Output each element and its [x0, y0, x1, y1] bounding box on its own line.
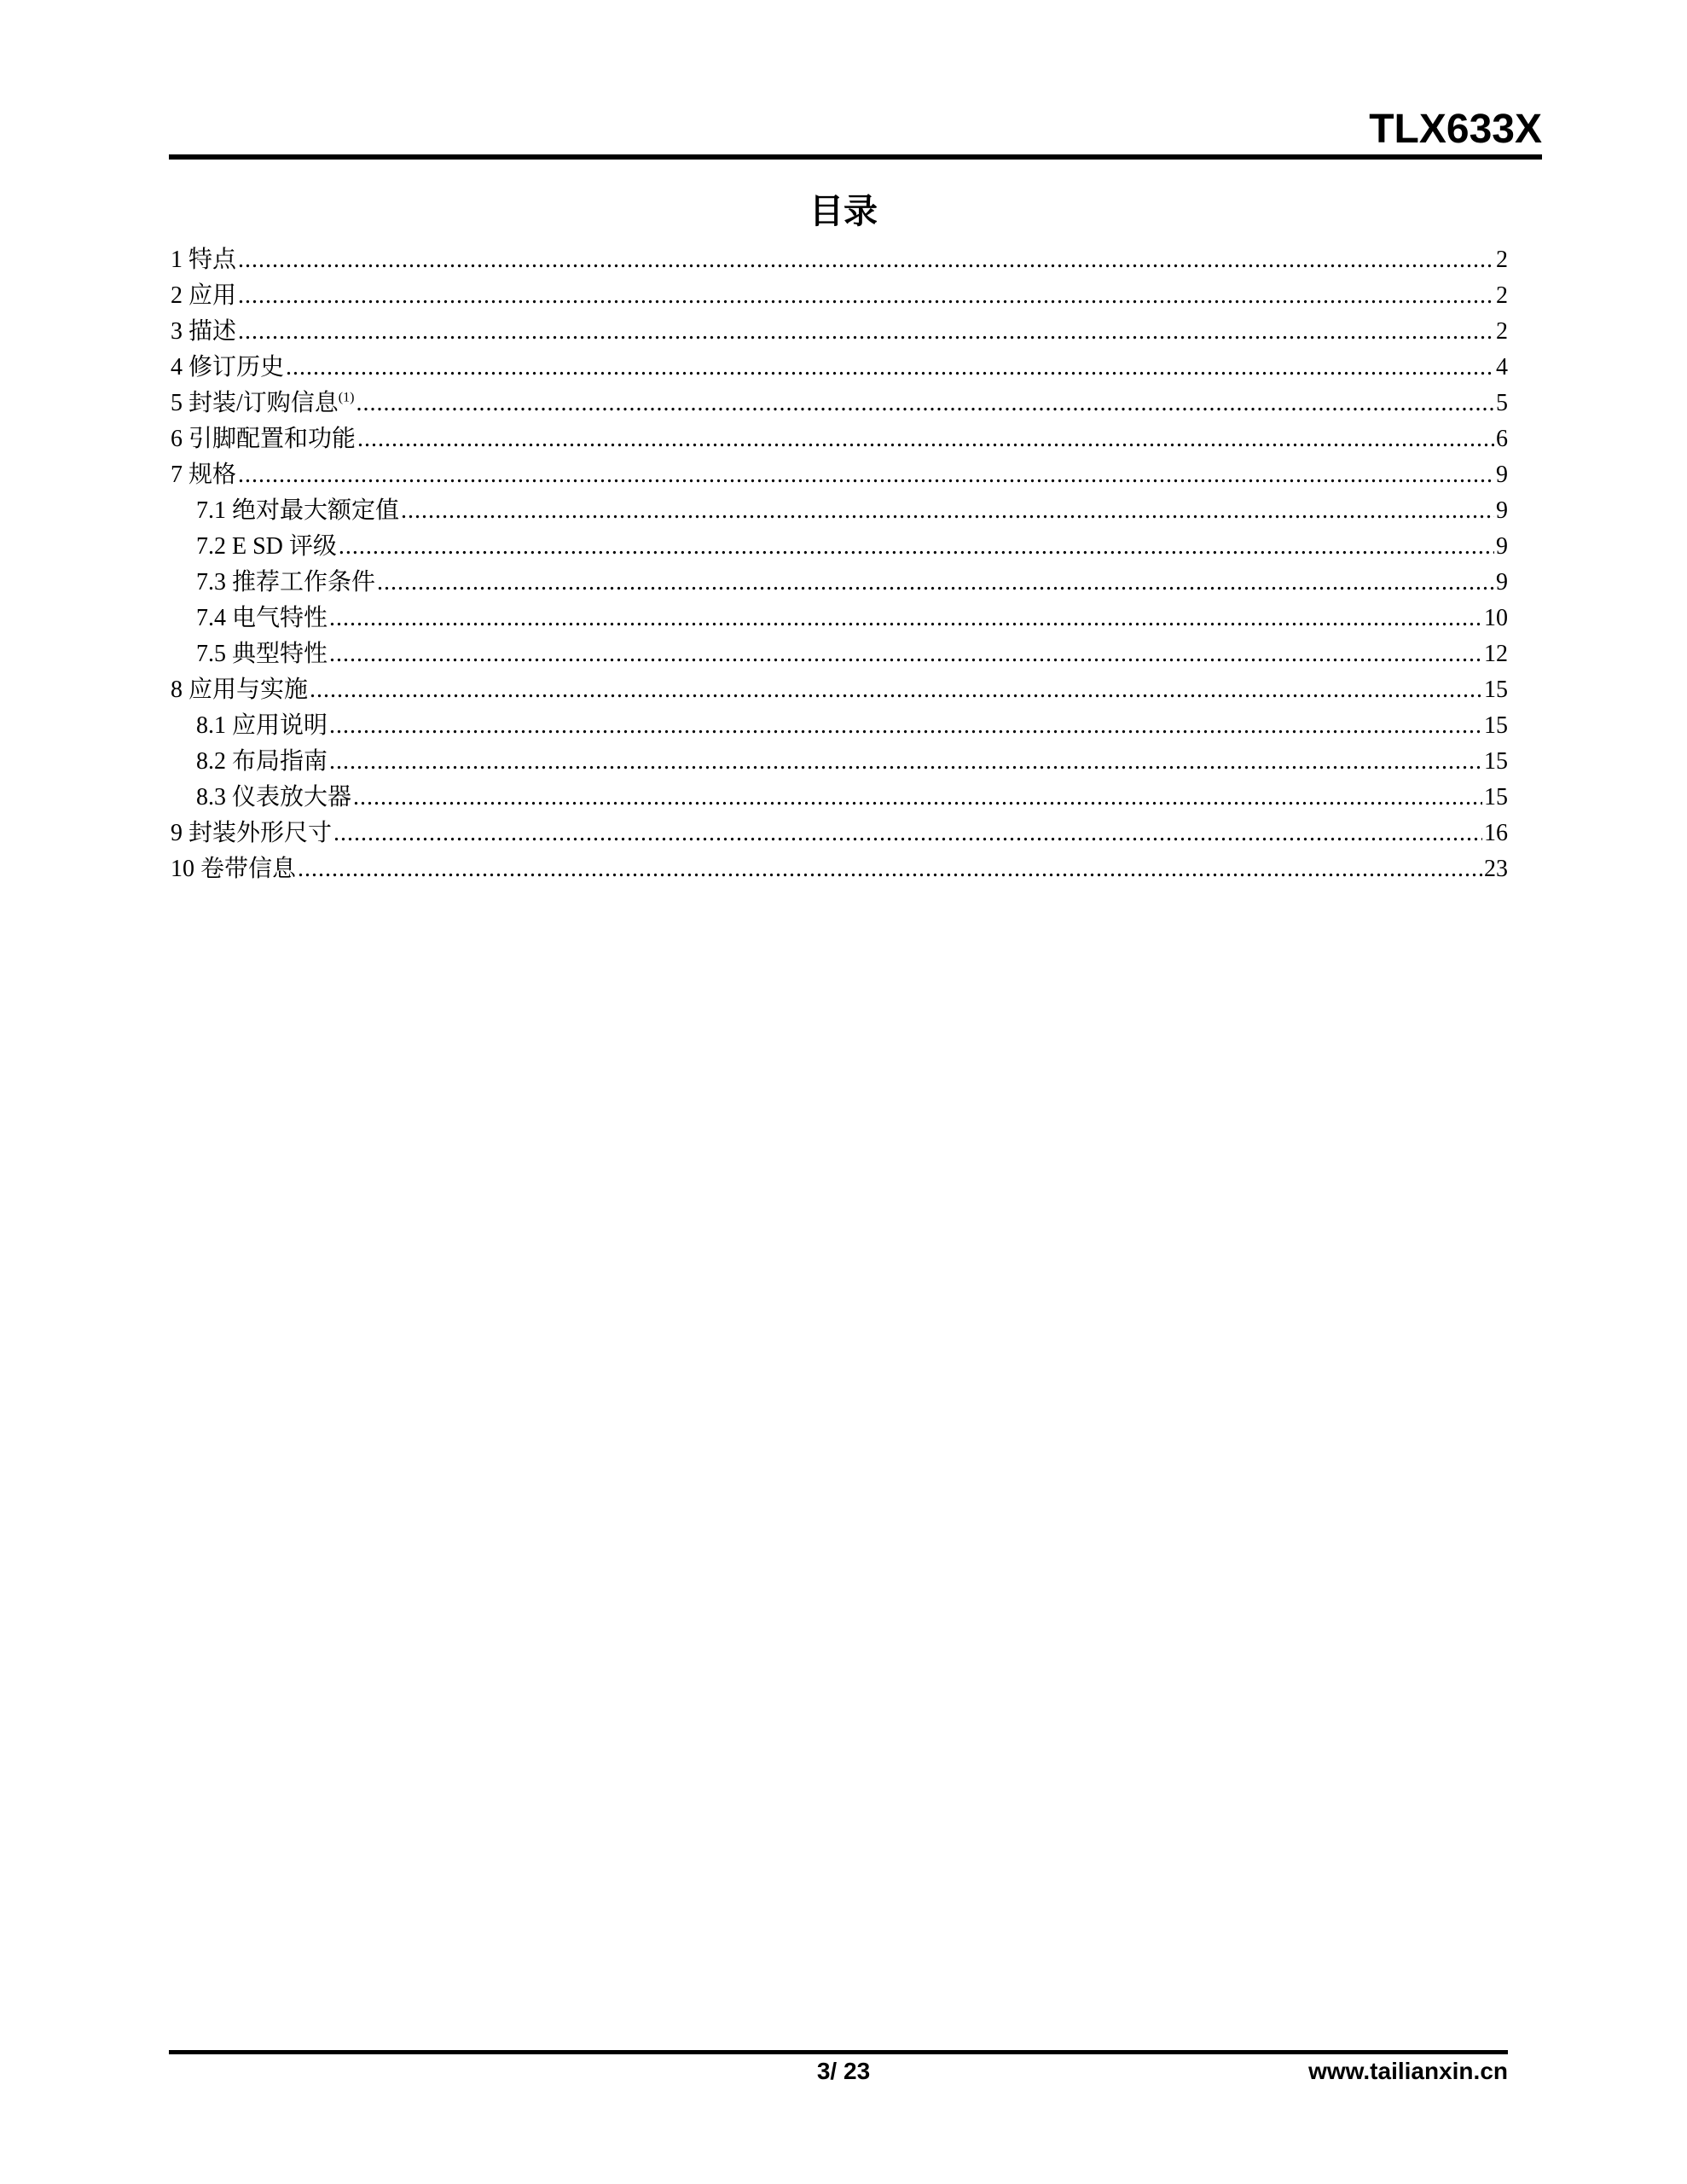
toc-entry-features[interactable]: [171, 242, 1508, 278]
toc-entry-application-notes[interactable]: [171, 708, 1508, 744]
toc-entry-esd-ratings[interactable]: [171, 529, 1508, 565]
header-divider: [169, 154, 1542, 160]
toc-dot-leader: [357, 421, 1494, 457]
toc-dot-leader: [238, 457, 1494, 493]
toc-dot-leader: [356, 386, 1494, 421]
toc-entry-page: 9: [1496, 569, 1508, 595]
toc-entry-page: 2: [1496, 247, 1508, 273]
toc-entry-label: 8.1 应用说明: [196, 712, 328, 739]
toc-dot-leader: [238, 278, 1494, 314]
toc-entry-page: 15: [1484, 748, 1508, 775]
toc-entry-label: 3 描述: [171, 318, 237, 345]
toc-entry-layout-guidelines[interactable]: [171, 744, 1508, 780]
toc-entry-page: 12: [1484, 641, 1508, 667]
toc-dot-leader: [329, 601, 1482, 636]
toc-entry-label: 1 特点: [171, 247, 237, 273]
toc-entry-instrumentation-amplifier[interactable]: [171, 780, 1508, 816]
toc-entry-typical-characteristics[interactable]: [171, 636, 1508, 672]
toc-entry-label-text: 5 封装/订购信息: [171, 390, 339, 416]
toc-dot-leader: [329, 636, 1482, 672]
toc-entry-label: 8 应用与实施: [171, 677, 309, 703]
toc-dot-leader: [333, 816, 1482, 851]
toc-dot-leader: [286, 350, 1494, 386]
document-header-title: TLX633X: [1369, 107, 1542, 152]
toc-entry-abs-max-ratings[interactable]: [171, 493, 1508, 529]
toc-entry-pin-config[interactable]: [171, 421, 1508, 457]
toc-entry-label: 7.5 典型特性: [196, 641, 328, 667]
toc-entry-page: 15: [1484, 784, 1508, 810]
toc-entry-page: 5: [1496, 390, 1508, 416]
toc-entry-description[interactable]: [171, 314, 1508, 350]
toc-entry-page: 9: [1496, 462, 1508, 488]
toc-dot-leader: [310, 672, 1482, 708]
toc-entry-package-ordering[interactable]: [171, 386, 1508, 421]
toc-entry-specifications[interactable]: [171, 457, 1508, 493]
toc-entry-revision-history[interactable]: [171, 350, 1508, 386]
toc-entry-page: 2: [1496, 282, 1508, 309]
table-of-contents: [171, 242, 1508, 887]
footnote-marker: (1): [338, 390, 355, 405]
toc-entry-label: 2 应用: [171, 282, 237, 309]
toc-entry-label: 7.2 E SD 评级: [196, 533, 337, 560]
toc-entry-electrical-characteristics[interactable]: [171, 601, 1508, 636]
toc-dot-leader: [298, 851, 1482, 887]
toc-entry-application-implementation[interactable]: [171, 672, 1508, 708]
toc-entry-page: 23: [1484, 856, 1508, 882]
toc-entry-page: 6: [1496, 426, 1508, 452]
footer-page-number: 3/ 23: [816, 2058, 871, 2084]
toc-title: 目录: [809, 192, 878, 231]
toc-entry-recommended-conditions[interactable]: [171, 565, 1508, 601]
toc-entry-applications[interactable]: [171, 278, 1508, 314]
toc-dot-leader: [353, 780, 1482, 816]
toc-entry-label: 8.3 仪表放大器: [196, 784, 352, 810]
toc-entry-page: 2: [1496, 318, 1508, 345]
toc-entry-label: 7 规格: [171, 462, 237, 488]
toc-dot-leader: [238, 314, 1494, 350]
toc-entry-page: 9: [1496, 497, 1508, 524]
toc-entry-tape-reel[interactable]: [171, 851, 1508, 887]
toc-entry-page: 15: [1484, 712, 1508, 739]
toc-entry-page: 16: [1484, 820, 1508, 846]
toc-entry-label: 7.3 推荐工作条件: [196, 569, 376, 595]
toc-entry-label: 7.1 绝对最大额定值: [196, 497, 400, 524]
toc-dot-leader: [401, 493, 1494, 529]
toc-dot-leader: [377, 565, 1494, 601]
toc-entry-label: 10 卷带信息: [171, 856, 297, 882]
toc-entry-page: 15: [1484, 677, 1508, 703]
toc-entry-label: [171, 386, 354, 421]
toc-entry-label: 6 引脚配置和功能: [171, 426, 357, 452]
toc-entry-page: 4: [1496, 354, 1508, 380]
footer-website-link[interactable]: www.tailianxin.cn: [1308, 2058, 1508, 2084]
toc-entry-page: 9: [1496, 533, 1508, 560]
toc-dot-leader: [329, 744, 1482, 780]
toc-dot-leader: [238, 242, 1494, 278]
toc-entry-label: 9 封装外形尺寸: [171, 820, 333, 846]
toc-dot-leader: [329, 708, 1482, 744]
toc-entry-label: 4 修订历史: [171, 354, 285, 380]
toc-entry-label: 8.2 布局指南: [196, 748, 328, 775]
footer-divider: [169, 2050, 1508, 2054]
toc-entry-label: 7.4 电气特性: [196, 605, 328, 631]
toc-dot-leader: [339, 529, 1494, 565]
toc-entry-page: 10: [1484, 605, 1508, 631]
toc-entry-package-outline[interactable]: [171, 816, 1508, 851]
